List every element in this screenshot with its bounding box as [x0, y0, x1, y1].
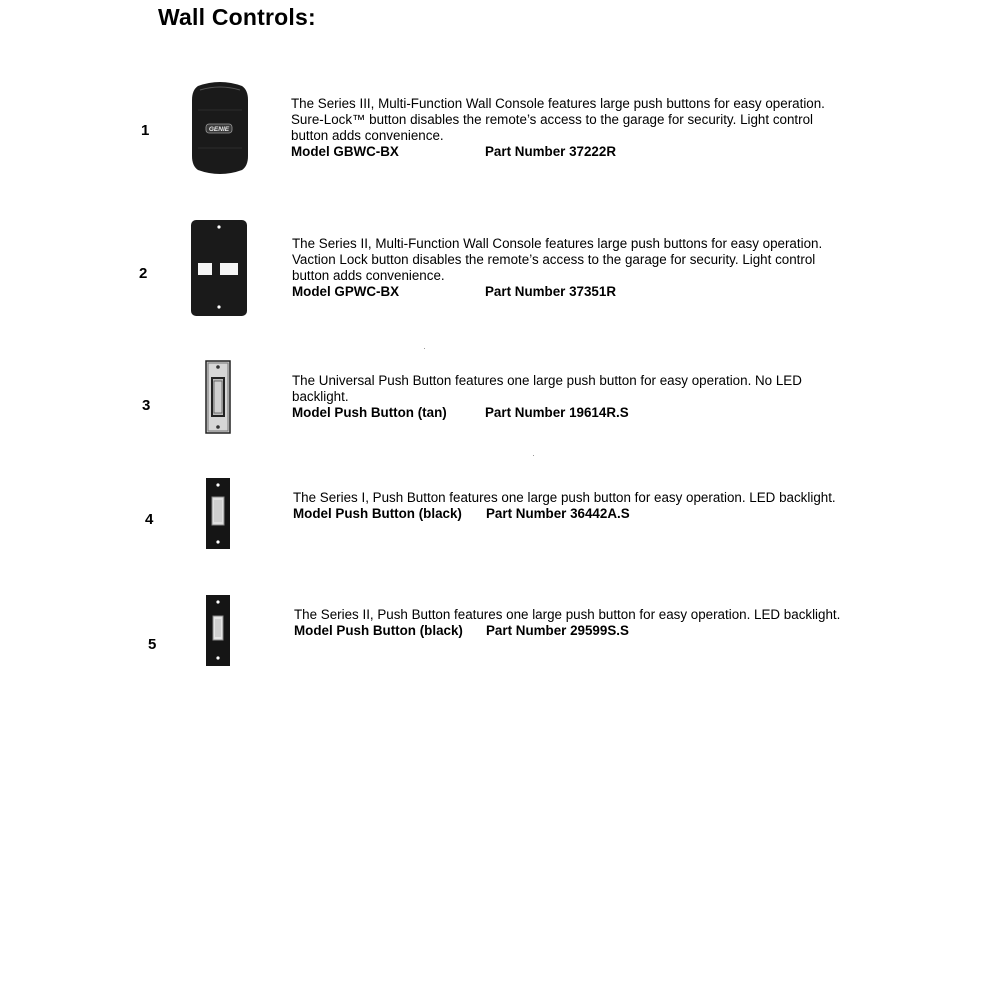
item-description: The Series I, Push Button features one large push button for easy operation. LED backlight. [293, 490, 836, 505]
push-button-black-icon [205, 477, 231, 550]
part-number: Part Number 37351R [485, 284, 616, 299]
item-description: The Series III, Multi-Function Wall Console features large push buttons for easy operation. Sure-Lock™ button disables the remote’s access to the garage for security. Light control button adds convenience. [291, 96, 825, 143]
page-title: Wall Controls: [158, 4, 316, 30]
item-number: 3 [142, 397, 151, 414]
model-line [294, 623, 854, 639]
item-description: The Universal Push Button features one large push button for easy operation. No LED backlight. [292, 373, 802, 404]
item-description-block [292, 373, 852, 421]
item-number: 1 [141, 122, 150, 139]
item-number: 4 [145, 511, 154, 528]
part-number: Part Number 19614R.S [485, 405, 629, 420]
item-description-block [294, 607, 854, 639]
item-description-block [291, 96, 851, 160]
model-line [293, 506, 853, 522]
model-line [292, 284, 852, 300]
item-number: 2 [139, 265, 148, 282]
item-description: The Series II, Push Button features one large push button for easy operation. LED backlight. [294, 607, 841, 622]
push-button-tan-icon [204, 360, 232, 434]
model-label: Model Push Button (black) [294, 623, 463, 638]
item-description: The Series II, Multi-Function Wall Console features large push buttons for easy operation. Vaction Lock button disables the remote’s access to the garage for security. Light control button adds convenience. [292, 236, 823, 283]
scan-speck [424, 348, 425, 349]
wall-console-series3-icon [190, 80, 250, 176]
part-number: Part Number 37222R [485, 144, 616, 159]
part-number: Part Number 29599S.S [486, 623, 629, 638]
wall-console-series2-icon [190, 219, 248, 317]
scan-speck [533, 455, 534, 456]
model-label: Model GBWC-BX [291, 144, 399, 159]
model-line [291, 144, 851, 160]
item-description-block [292, 236, 852, 300]
item-description-block [293, 490, 853, 522]
model-label: Model GPWC-BX [292, 284, 400, 299]
model-label: Model Push Button (tan) [292, 405, 447, 420]
push-button-black-icon [205, 594, 231, 667]
model-label: Model Push Button (black) [293, 506, 462, 521]
model-line [292, 405, 852, 421]
svg-text:GENIE: GENIE [208, 126, 230, 133]
item-number: 5 [148, 636, 157, 653]
part-number: Part Number 36442A.S [486, 506, 630, 521]
